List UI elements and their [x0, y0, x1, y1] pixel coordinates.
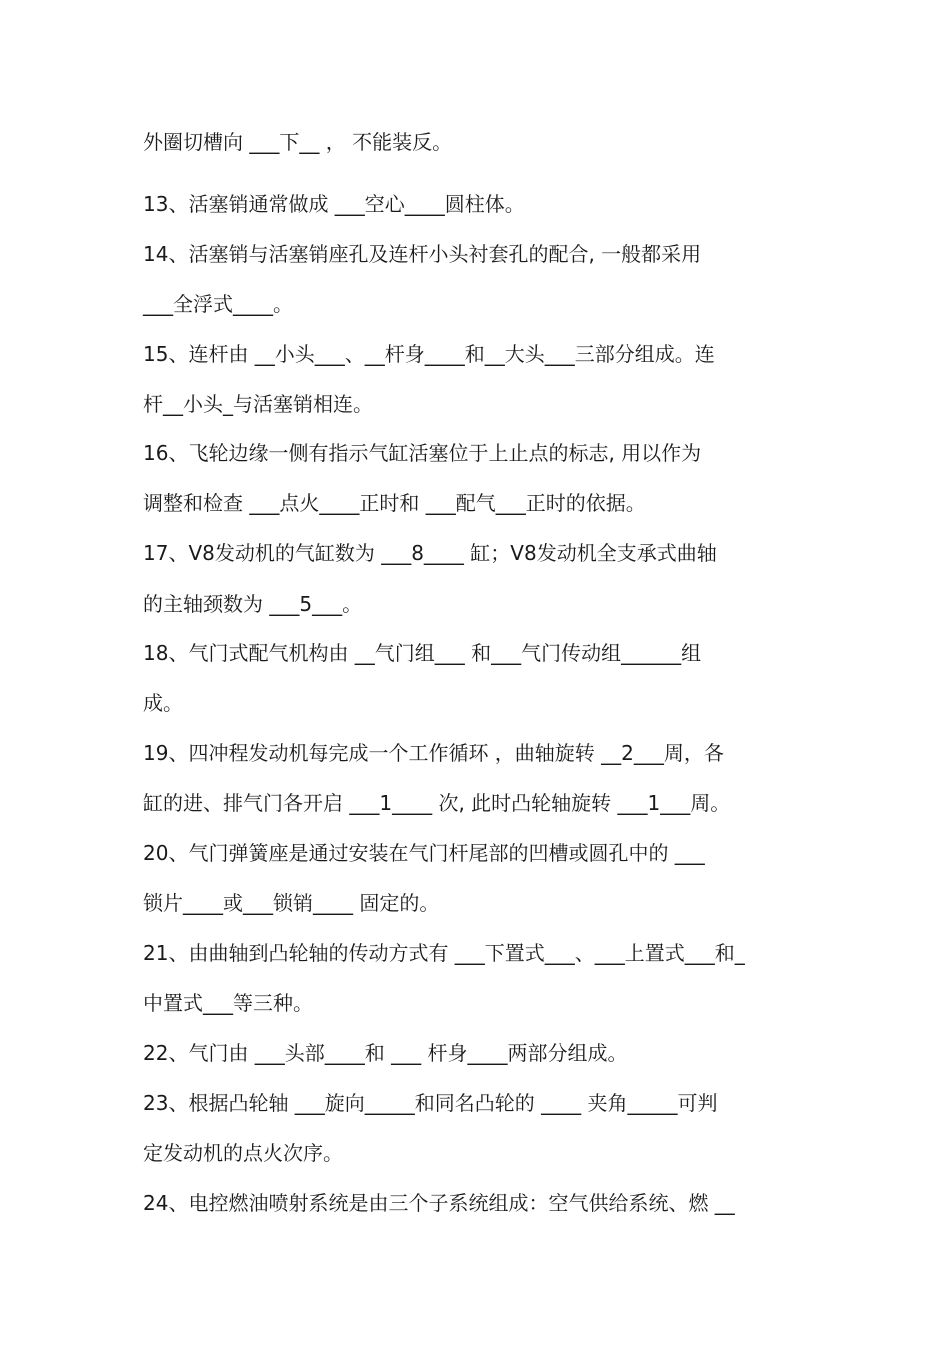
text-line: 的主轴颈数为 ___5___。 — [143, 592, 363, 616]
text-line: 锁片____或___锁销____ 固定的。 — [143, 891, 440, 915]
text-line: 缸的进、排气门各开启 ___1____ 次, 此时凸轮轴旋转 ___1___周。 — [143, 791, 731, 815]
text-line: 14、活塞销与活塞销座孔及连杆小头衬套孔的配合, 一般都采用 — [143, 242, 702, 266]
text-line: 16、飞轮边缘一侧有指示气缸活塞位于上止点的标志, 用以作为 — [143, 441, 702, 465]
text-line: 调整和检查 ___点火____正时和 ___配气___正时的依据。 — [143, 491, 646, 515]
text-line: ___全浮式____。 — [143, 292, 293, 316]
text-line: 24、电控燃油喷射系统是由三个子系统组成：空气供给系统、燃 __ — [143, 1191, 735, 1215]
text-line: 定发动机的点火次序。 — [143, 1141, 343, 1165]
text-line: 20、气门弹簧座是通过安装在气门杆尾部的凹槽或圆孔中的 ___ — [143, 841, 705, 865]
text-line: 21、由曲轴到凸轮轴的传动方式有 ___下置式___、___上置式___和_ — [143, 941, 745, 965]
text-line: 成。 — [143, 691, 183, 715]
text-line: 23、根据凸轮轴 ___旋向_____和同名凸轮的 ____ 夹角_____可判 — [143, 1091, 718, 1115]
text-line: 22、气门由 ___头部____和 ___ 杆身____两部分组成。 — [143, 1041, 628, 1065]
text-line: 19、四冲程发动机每完成一个工作循环 ，曲轴旋转 __2___周，各 — [143, 741, 724, 765]
text-line: 15、连杆由 __小头___、__杆身____和__大头___三部分组成。连 — [143, 342, 715, 366]
text-line: 17、V8发动机的气缸数为 ___8____ 缸；V8发动机全支承式曲轴 — [143, 541, 717, 565]
text-line: 18、气门式配气机构由 __气门组___ 和___气门传动组______组 — [143, 641, 702, 665]
text-line: 外圈切槽向 ___下__ ， 不能装反。 — [143, 130, 453, 154]
text-line: 13、活塞销通常做成 ___空心____圆柱体。 — [143, 192, 525, 216]
text-line: 中置式___等三种。 — [143, 991, 313, 1015]
text-line: 杆__小头_与活塞销相连。 — [143, 392, 373, 416]
